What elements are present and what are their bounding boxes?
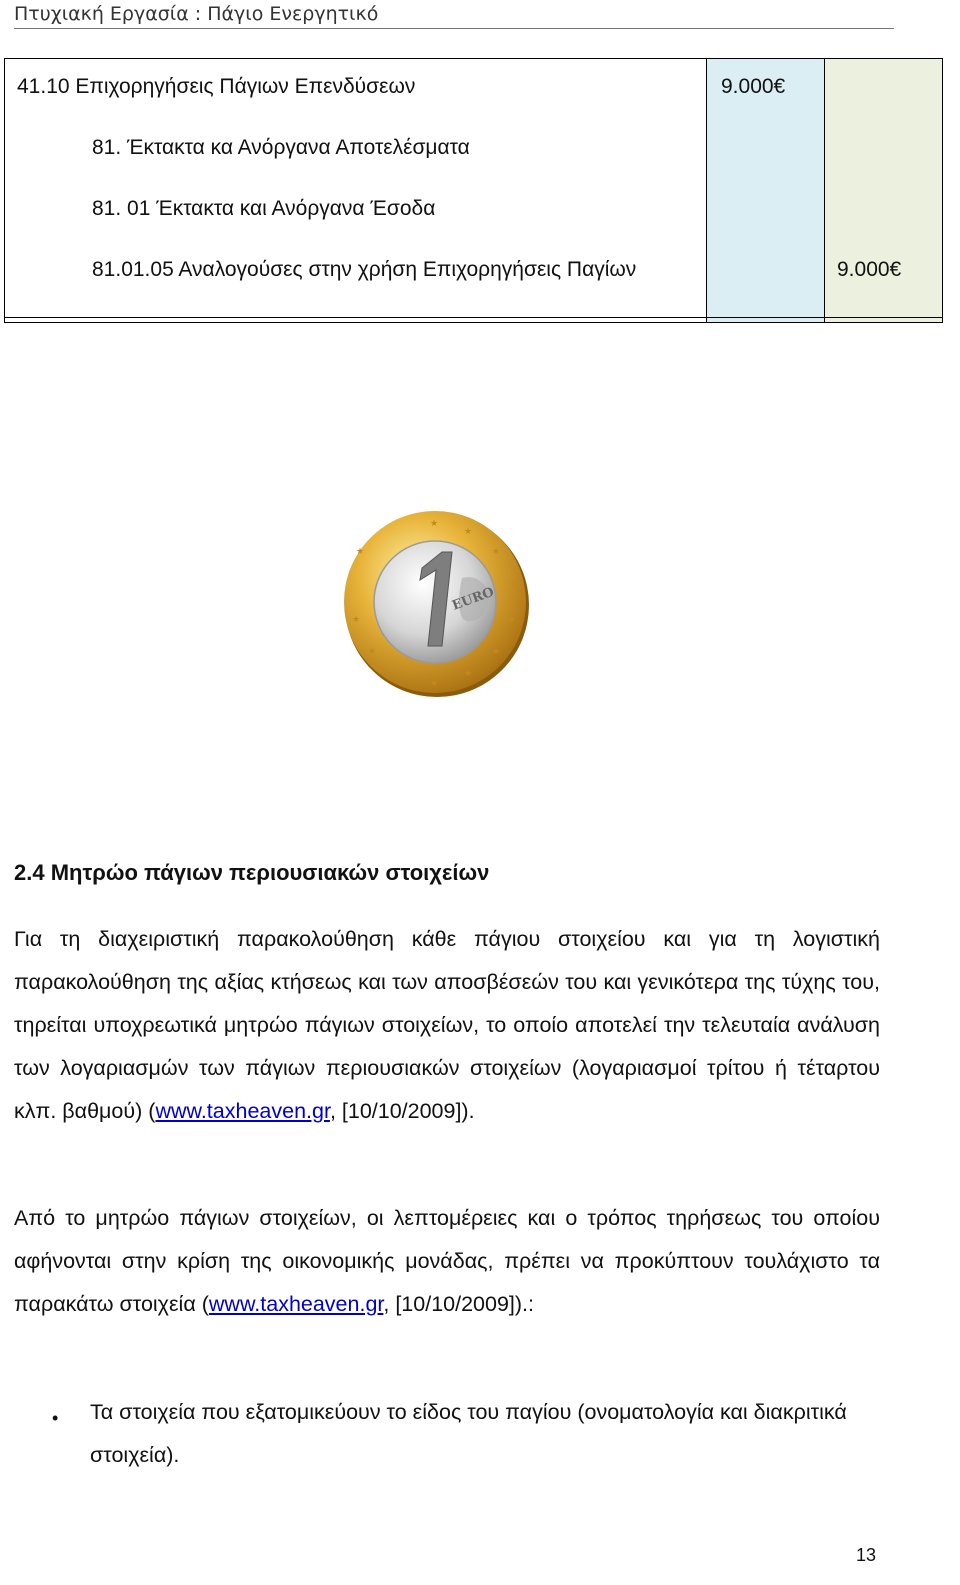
journal-credit-account-sub: 81. 01 Έκτακτα και Ανόργανα Έσοδα xyxy=(92,197,436,220)
svg-text:★: ★ xyxy=(492,547,501,557)
svg-text:★: ★ xyxy=(430,519,439,529)
svg-text:★: ★ xyxy=(508,615,517,625)
journal-entry-table xyxy=(4,58,943,323)
svg-text:★: ★ xyxy=(464,527,473,537)
journal-credit-account-group: 81. Έκτακτα κα Ανόργανα Αποτελέσματα xyxy=(92,136,470,159)
paragraph-2-text: Από το μητρώο πάγιων στοιχείων, οι λεπτομέρειες και ο τρόπος τηρήσεως του οποίου αφήνονται στην κρίση της οικονομικής μονάδας, πρέπει να προκύπτουν τουλάχιστο τα παρακάτω στοιχεία ( xyxy=(14,1206,880,1316)
svg-text:★: ★ xyxy=(368,647,377,657)
journal-debit-amount: 9.000€ xyxy=(721,75,786,98)
svg-text:★: ★ xyxy=(492,647,501,657)
header-title: Πτυχιακή Εργασία : Πάγιο Ενεργητικό xyxy=(14,3,379,25)
journal-credit-account: 81.01.05 Αναλογούσες στην χρήση Επιχορηγήσεις Παγίων xyxy=(92,258,637,281)
paragraph-2-suffix: , [10/10/2009]).: xyxy=(383,1292,534,1316)
taxheaven-link-2[interactable]: www.taxheaven.gr xyxy=(208,1292,384,1316)
euro-coin-image xyxy=(342,508,532,698)
bullet-item: Τα στοιχεία που εξατομικεύουν το είδος του παγίου (ονοματολογία και διακριτικά στοιχεία). xyxy=(90,1400,847,1467)
paragraph-1-text: Για τη διαχειριστική παρακολούθηση κάθε πάγιου στοιχείου και για τη λογιστική παρακολούθηση της αξίας κτήσεως και των αποσβέσεών του και γενικότερα της τύχης του, τηρείται υποχρεωτικά μητρώο πάγιων στοιχείων, το οποίο αποτελεί την τελευταία ανάλυση των λογαριασμών των πάγιων περιουσιακών στοιχείων (λογαριασμοί τρίτου ή τέταρτου κλπ. βαθμού) ( xyxy=(14,927,880,1123)
page-number: 13 xyxy=(856,1545,877,1565)
bullet-icon: • xyxy=(52,1408,59,1428)
svg-text:★: ★ xyxy=(464,669,473,679)
credit-column-bottom xyxy=(825,318,943,323)
svg-text:★: ★ xyxy=(352,615,361,625)
paragraph-1 xyxy=(14,918,880,1133)
coin-lettering: EURO xyxy=(450,584,497,614)
svg-text:★: ★ xyxy=(510,579,519,589)
svg-text:★: ★ xyxy=(356,547,365,557)
journal-bottom-cell xyxy=(5,318,707,323)
journal-debit-account: 41.10 Επιχορηγήσεις Πάγιων Επενδύσεων xyxy=(17,75,416,98)
journal-accounts-cell xyxy=(5,59,902,318)
running-header xyxy=(14,0,894,29)
euro-coin-icon xyxy=(342,508,532,698)
paragraph-2 xyxy=(14,1197,880,1326)
paragraph-1-suffix: , [10/10/2009]). xyxy=(329,1099,475,1123)
journal-credit-amount: 9.000€ xyxy=(837,258,902,281)
debit-column-bottom xyxy=(707,318,825,323)
svg-text:★: ★ xyxy=(396,669,405,679)
svg-text:★: ★ xyxy=(430,679,439,689)
section-heading: 2.4 Μητρώο πάγιων περιουσιακών στοιχείων xyxy=(14,860,490,885)
taxheaven-link-1[interactable]: www.taxheaven.gr xyxy=(155,1099,330,1123)
